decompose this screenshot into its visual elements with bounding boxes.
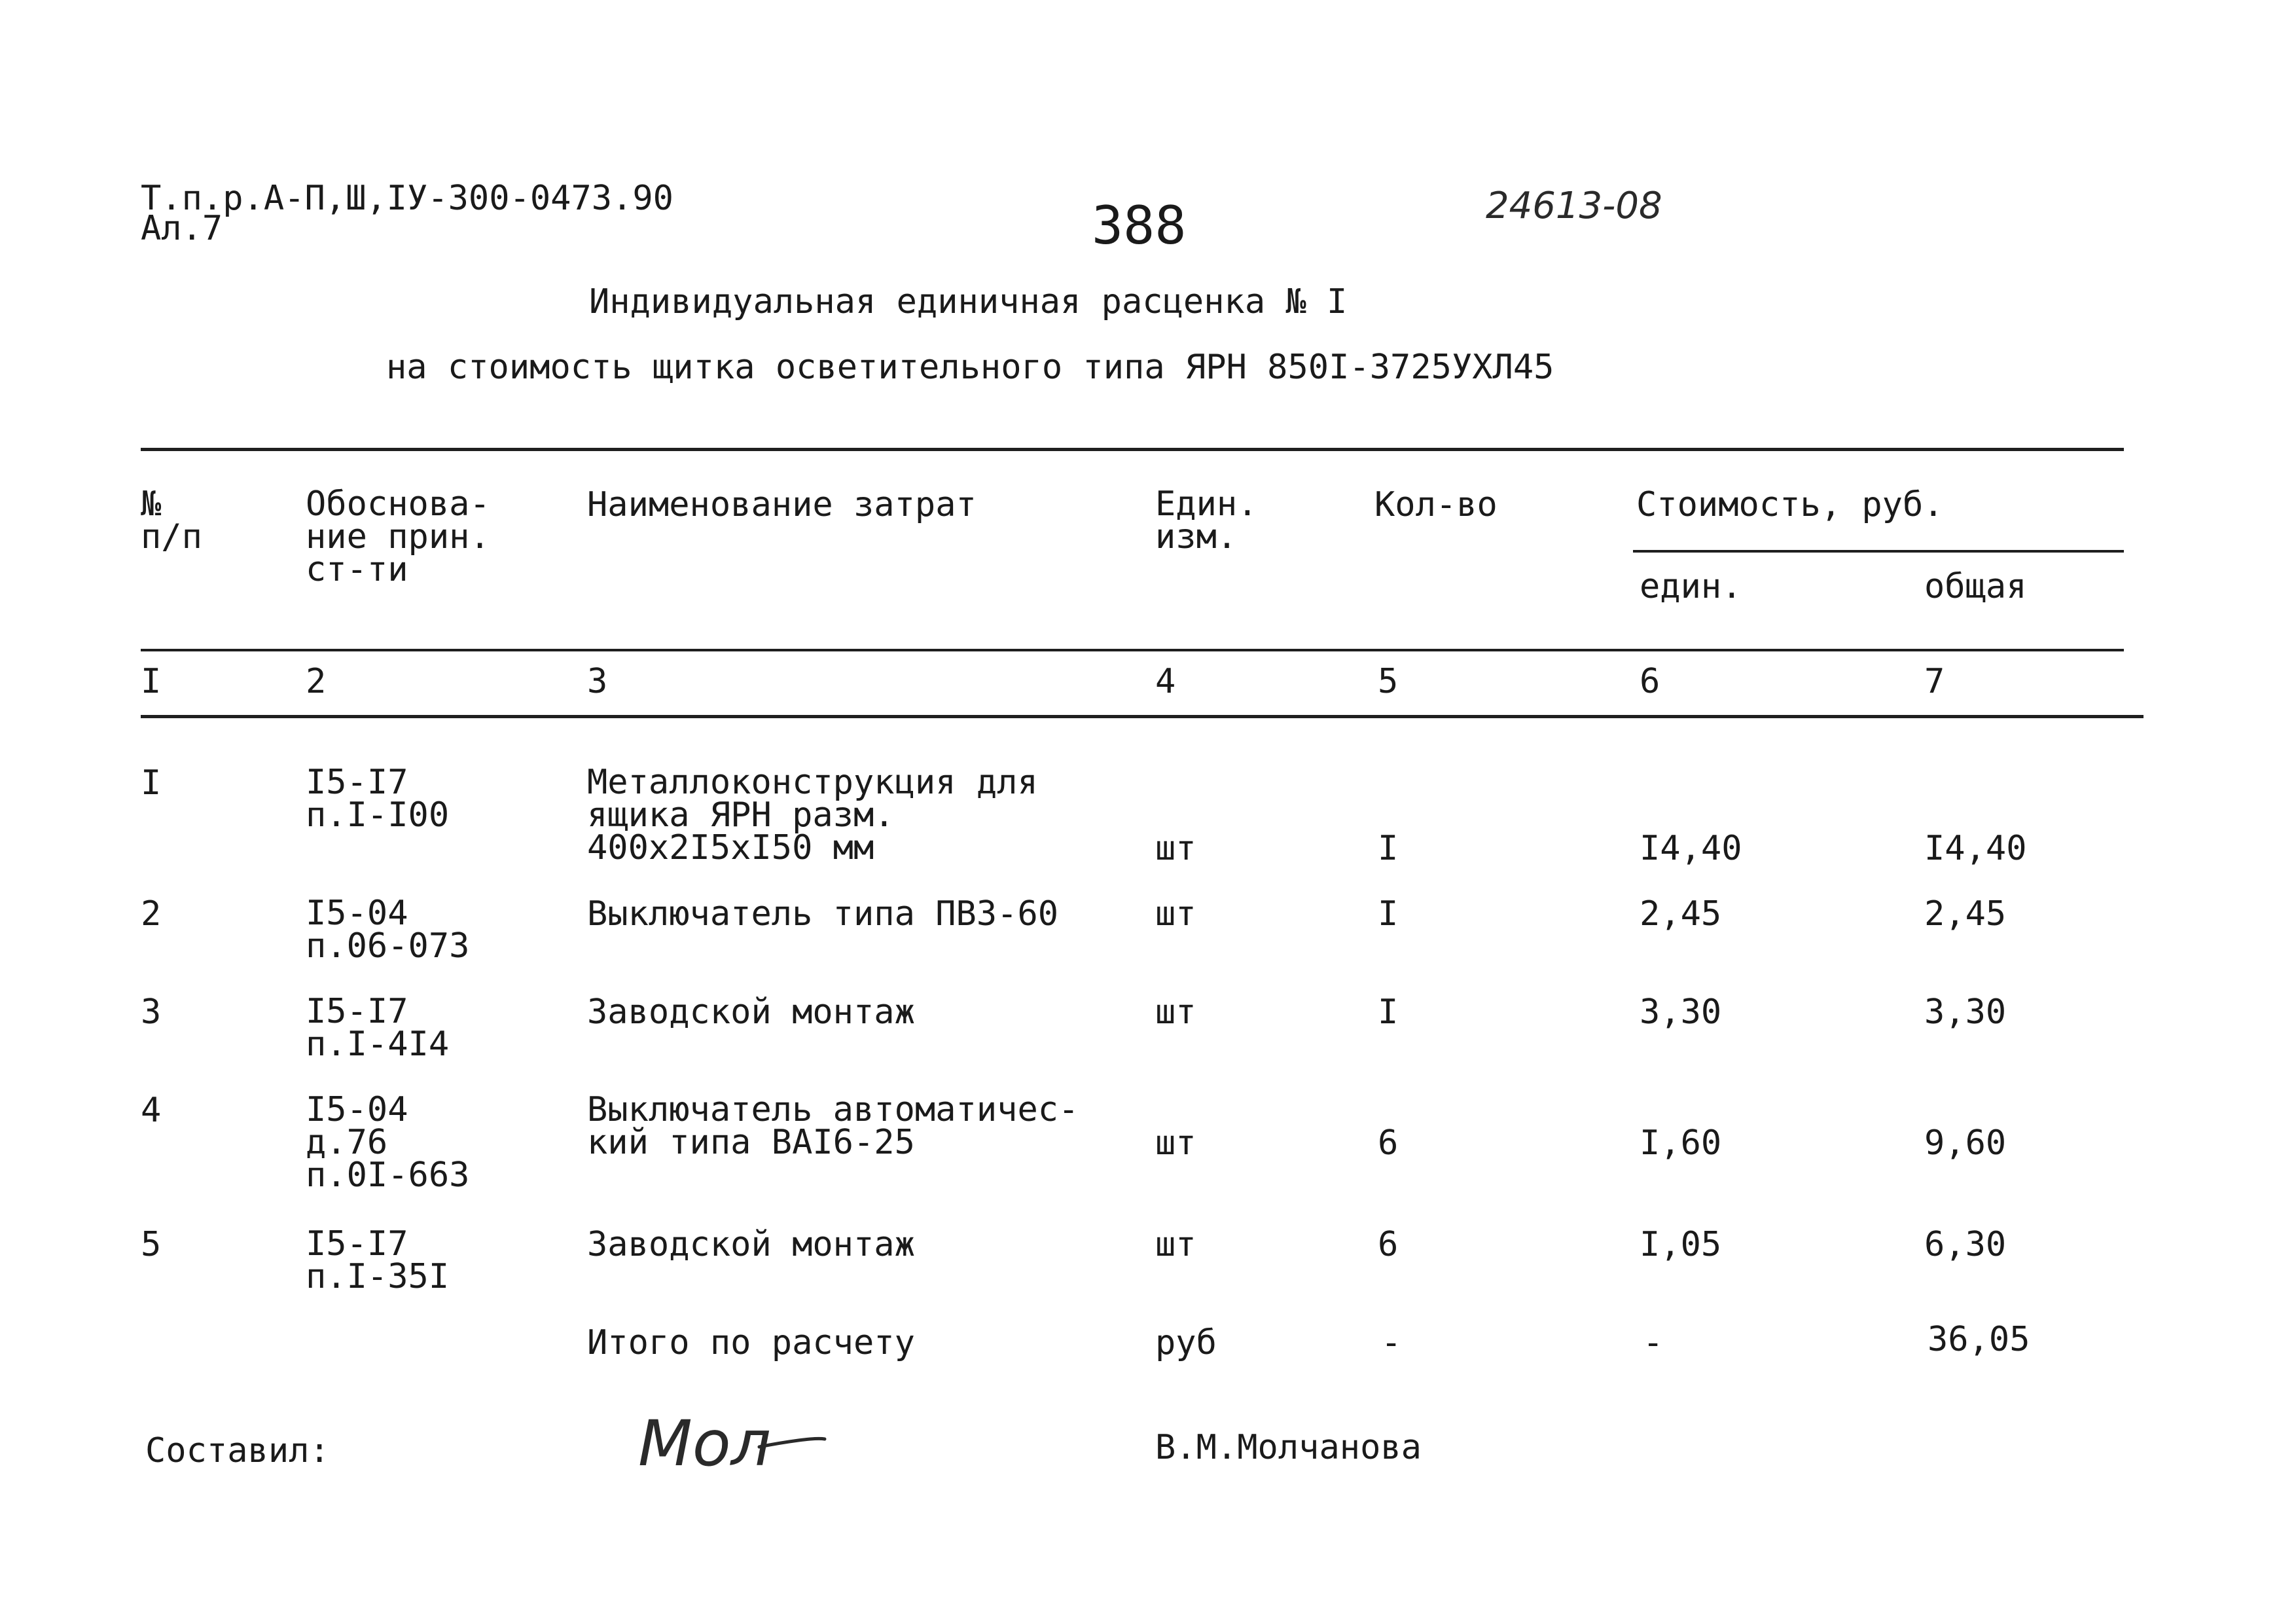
document-reference: Т.п.р.А-П,Ш,IУ-300-0473.90 Ал.7 [141,179,673,248]
row-basis: I5-04 п.06-073 [306,894,470,966]
header-number: № п/п [141,484,202,556]
row-name: Выключатель автоматичес- кий типа ВАI6-25 [587,1090,1079,1162]
header-cost: Стоимость, руб. [1636,485,1944,524]
row-unit: шт [1155,1123,1196,1163]
header-cost-name: Наименование затрат [587,485,977,524]
row-name: Выключатель типа ПВЗ-60 [587,894,1059,934]
row-name: Металлоконструкция для ящика ЯРН разм. 400х2I5хI50 мм [587,763,1038,867]
row-total: 9,60 [1924,1123,2007,1163]
total-quantity: - [1381,1323,1402,1362]
row-unit-cost: I4,40 [1640,829,1742,868]
table-top-rule [141,448,2124,451]
row-quantity: 6 [1378,1225,1399,1264]
handwritten-number: 24613-08 [1486,185,1662,227]
row-quantity: 6 [1378,1123,1399,1163]
column-numbers-rule [141,715,2144,718]
page-number: 388 [1092,195,1187,256]
total-unit: руб [1155,1323,1217,1362]
row-unit-cost: 2,45 [1640,894,1722,934]
row-total: 3,30 [1924,993,2007,1032]
column-number: 3 [587,662,608,701]
row-unit: шт [1155,1225,1196,1264]
column-number: I [141,662,162,701]
row-number: 4 [141,1091,162,1130]
row-unit: шт [1155,894,1196,934]
row-total: 6,30 [1924,1225,2007,1264]
row-number: 3 [141,993,162,1032]
header-bottom-rule [141,649,2124,651]
row-total: I4,40 [1924,829,2027,868]
column-number: 6 [1640,662,1660,701]
row-unit: шт [1155,993,1196,1032]
row-basis: I5-I7 п.I-I00 [306,763,450,835]
row-unit: шт [1155,829,1196,868]
row-quantity: I [1378,993,1399,1032]
header-total-cost: общая [1924,567,2027,606]
signature-stroke [753,1421,831,1460]
total-label: Итого по расчету [587,1323,915,1362]
row-unit-cost: 3,30 [1640,993,1722,1032]
column-number: 4 [1155,662,1176,701]
total-sum: 36,05 [1928,1320,2030,1359]
compiled-by-label: Составил: [145,1431,330,1470]
row-unit-cost: I,05 [1640,1225,1722,1264]
header-unit-cost: един. [1640,567,1742,606]
row-basis: I5-I7 п.I-35I [306,1224,450,1296]
compiler-name: В.М.Молчанова [1155,1428,1422,1467]
title-line-1: Индивидуальная единичная расценка № I [589,282,1348,321]
total-unit-cost: - [1643,1323,1664,1362]
row-number: 2 [141,894,162,934]
signature [638,1408,771,1480]
header-unit: Един. изм. [1155,484,1258,556]
column-number: 5 [1378,662,1399,701]
title-line-2: на стоимость щитка осветительного типа ЯРН 850I-3725УХЛ45 [386,348,1554,387]
row-total: 2,45 [1924,894,2007,934]
row-basis: I5-I7 п.I-4I4 [306,992,450,1064]
row-quantity: I [1378,829,1399,868]
column-number: 2 [306,662,327,701]
row-name: Заводской монтаж [587,1225,915,1264]
column-number: 7 [1924,662,1945,701]
row-name: Заводской монтаж [587,993,915,1032]
cost-subheader-rule [1633,550,2124,553]
header-basis: Обоснова- ние прин. ст-ти [306,484,490,589]
row-number: I [141,763,162,803]
row-basis: I5-04 д.76 п.0I-663 [306,1090,470,1195]
signature-text: Мол [638,1407,771,1480]
row-number: 5 [141,1225,162,1264]
row-unit-cost: I,60 [1640,1123,1722,1163]
row-quantity: I [1378,894,1399,934]
header-quantity: Кол-во [1374,485,1498,524]
